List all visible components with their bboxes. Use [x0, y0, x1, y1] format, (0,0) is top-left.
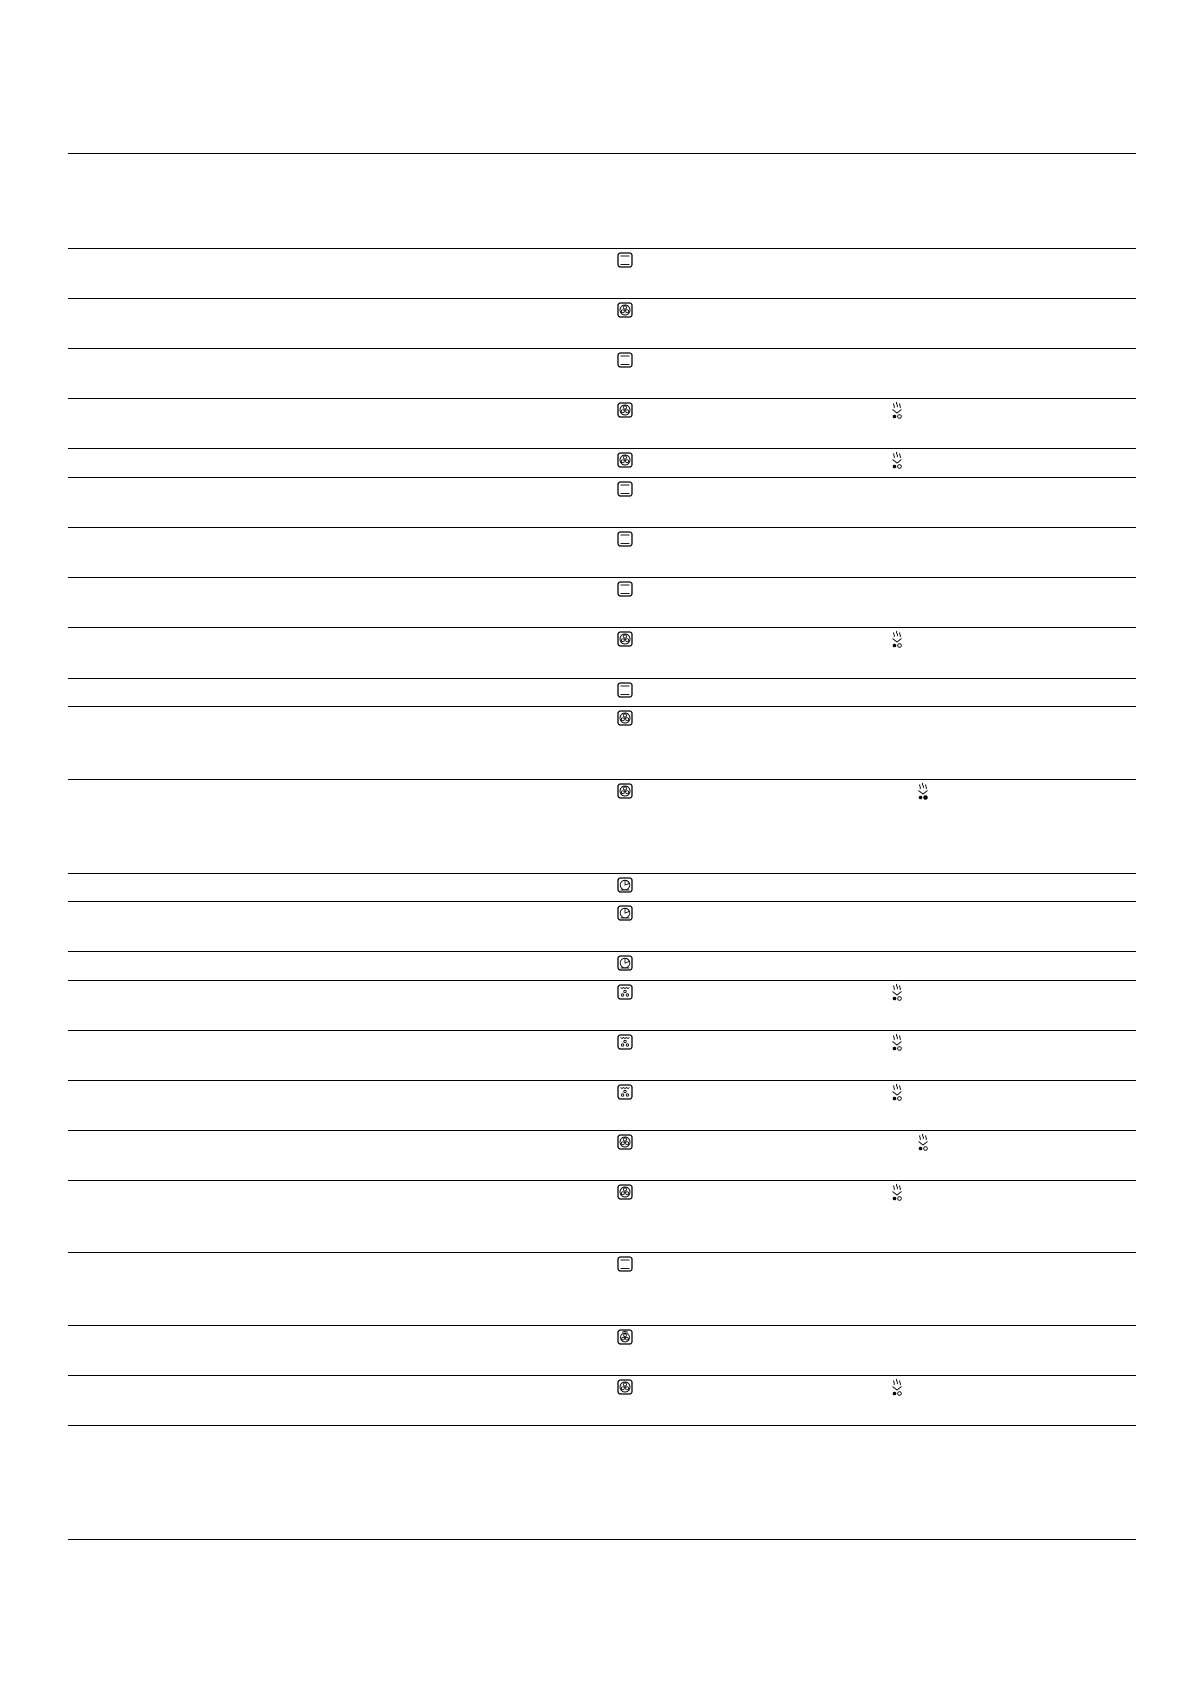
conventional-heat-icon — [617, 1256, 633, 1277]
row-divider — [68, 1130, 1136, 1131]
table-row — [68, 1375, 1136, 1425]
steam-low-icon — [890, 983, 904, 1007]
row-divider — [68, 298, 1136, 299]
grill-fan-icon — [617, 1034, 633, 1055]
row-divider — [68, 1180, 1136, 1181]
table-row — [68, 248, 1136, 298]
row-divider — [68, 1325, 1136, 1326]
hot-air-fan-icon — [617, 1379, 633, 1400]
table-row — [68, 477, 1136, 527]
hot-air-fan-icon — [617, 1134, 633, 1155]
steam-low-icon — [916, 1133, 930, 1157]
steam-low-icon — [890, 630, 904, 654]
table-row — [68, 1252, 1136, 1325]
table-row — [68, 1130, 1136, 1180]
table-row — [68, 980, 1136, 1030]
hot-air-fan-icon — [617, 1184, 633, 1205]
hot-air-fan-icon — [617, 452, 633, 473]
row-divider — [68, 873, 1136, 874]
hot-air-eco-icon — [617, 1329, 633, 1350]
steam-low-icon — [890, 401, 904, 425]
conventional-heat-icon — [617, 252, 633, 273]
row-divider — [68, 1375, 1136, 1376]
row-divider — [68, 1080, 1136, 1081]
row-divider — [68, 398, 1136, 399]
hot-air-fan-icon — [617, 302, 633, 323]
conventional-heat-icon — [617, 481, 633, 502]
steam-low-icon — [890, 1083, 904, 1107]
table-row — [68, 678, 1136, 706]
row-divider — [68, 678, 1136, 679]
steam-low-icon — [890, 1183, 904, 1207]
table-row — [68, 1180, 1136, 1252]
table-row — [68, 1030, 1136, 1080]
table-row — [68, 706, 1136, 779]
pizza-setting-icon — [617, 877, 633, 898]
row-divider — [68, 951, 1136, 952]
conventional-heat-icon — [617, 352, 633, 373]
steam-low-icon — [890, 1033, 904, 1057]
row-divider — [68, 1030, 1136, 1031]
table-header-top-rule — [68, 153, 1136, 154]
table-row — [68, 348, 1136, 398]
table-row — [68, 627, 1136, 678]
conventional-heat-icon — [617, 682, 633, 703]
row-divider — [68, 348, 1136, 349]
pizza-setting-icon — [617, 955, 633, 976]
table-row — [68, 1325, 1136, 1375]
table-row — [68, 901, 1136, 951]
table-row — [68, 398, 1136, 448]
steam-low-icon — [890, 1378, 904, 1402]
pizza-setting-icon — [617, 905, 633, 926]
conventional-heat-icon — [617, 531, 633, 552]
row-divider — [68, 901, 1136, 902]
row-divider — [68, 448, 1136, 449]
hot-air-fan-icon — [617, 710, 633, 731]
table-row — [68, 779, 1136, 873]
hot-air-fan-icon — [617, 631, 633, 652]
hot-air-fan-icon — [617, 402, 633, 423]
row-divider — [68, 980, 1136, 981]
conventional-heat-icon — [617, 581, 633, 602]
row-divider — [68, 477, 1136, 478]
table-row — [68, 448, 1136, 477]
table-row — [68, 951, 1136, 980]
table-row — [68, 527, 1136, 577]
steam-high-icon — [916, 782, 930, 806]
grill-fan-icon — [617, 984, 633, 1005]
table-row — [68, 577, 1136, 627]
table-row — [68, 873, 1136, 901]
hot-air-fan-icon — [617, 783, 633, 804]
row-divider — [68, 248, 1136, 249]
row-divider — [68, 527, 1136, 528]
table-footer-rule — [68, 1425, 1136, 1426]
row-divider — [68, 779, 1136, 780]
row-divider — [68, 627, 1136, 628]
row-divider — [68, 706, 1136, 707]
table-bottom-rule — [68, 1539, 1136, 1540]
table-row — [68, 298, 1136, 348]
row-divider — [68, 1252, 1136, 1253]
row-divider — [68, 577, 1136, 578]
steam-low-icon — [890, 451, 904, 475]
settings-table — [68, 0, 1136, 1684]
table-row — [68, 1080, 1136, 1130]
grill-fan-icon — [617, 1084, 633, 1105]
